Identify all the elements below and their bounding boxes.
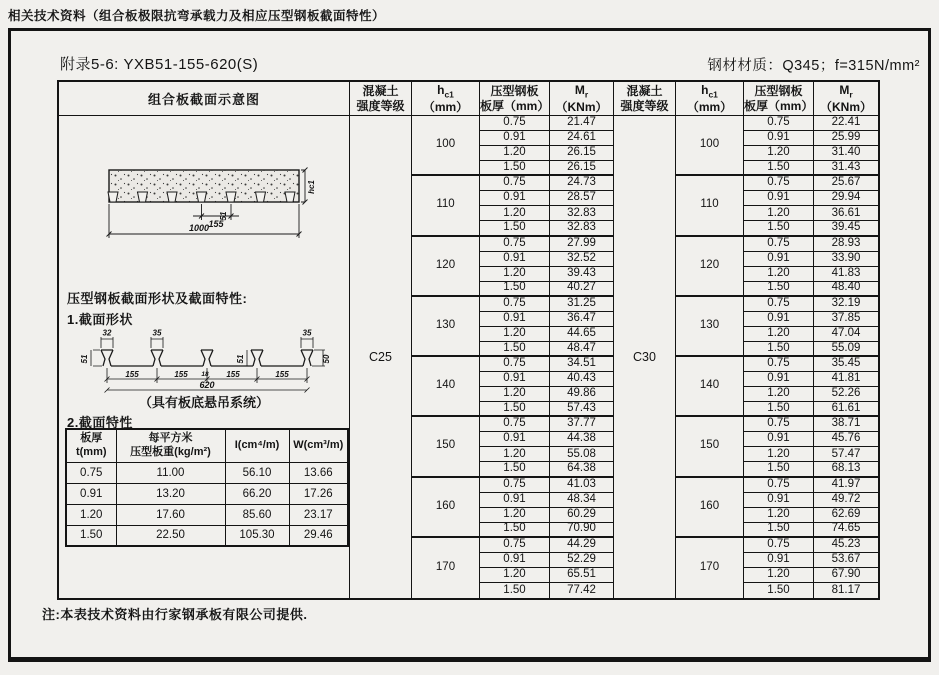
- hc1-cell: 160: [676, 478, 744, 538]
- hc1-cell: 130: [676, 297, 744, 357]
- svg-text:18: 18: [201, 371, 209, 378]
- mr-cell: 32.83: [550, 206, 614, 221]
- hc1-cell: 110: [676, 176, 744, 236]
- thickness-cell: 1.50: [744, 583, 814, 598]
- thickness-cell: 0.91: [744, 493, 814, 508]
- mr-cell: 22.41: [814, 116, 878, 131]
- thickness-cell: 0.75: [744, 176, 814, 191]
- props-header-cell: W(cm³/m): [289, 429, 348, 462]
- thickness-cell: 1.50: [480, 402, 550, 417]
- thickness-cell: 1.20: [480, 508, 550, 523]
- section-diagram-panel: [59, 82, 350, 598]
- mr-cell: 60.29: [550, 508, 614, 523]
- thickness-cell: 1.50: [480, 161, 550, 176]
- thickness-cell: 0.75: [480, 417, 550, 432]
- header-concrete-grade: 混凝土 强度等级: [614, 82, 676, 116]
- header-sheet-thickness: 压型钢板 板厚（mm）: [744, 82, 814, 116]
- mr-cell: 35.45: [814, 357, 878, 372]
- thickness-cell: 1.20: [480, 267, 550, 282]
- props-value-cell: 105.30: [225, 525, 289, 546]
- mr-cell: 41.03: [550, 478, 614, 493]
- hc1-cell: 150: [412, 417, 480, 477]
- profile-item-1: 1.截面形状: [67, 312, 133, 327]
- svg-text:51: 51: [236, 354, 245, 364]
- props-header-cell: 每平方米 压型板重(kg/m²): [116, 429, 225, 462]
- thickness-cell: 1.20: [480, 206, 550, 221]
- mr-cell: 37.77: [550, 417, 614, 432]
- hc1-cell: 170: [412, 538, 480, 598]
- hc1-cell: 120: [676, 237, 744, 297]
- thickness-cell: 1.20: [744, 447, 814, 462]
- mr-cell: 44.38: [550, 432, 614, 447]
- mr-cell: 45.23: [814, 538, 878, 553]
- mr-cell: 39.43: [550, 267, 614, 282]
- mr-cell: 62.69: [814, 508, 878, 523]
- mr-cell: 55.08: [550, 447, 614, 462]
- mr-cell: 67.90: [814, 568, 878, 583]
- svg-text:620: 620: [199, 380, 215, 390]
- mr-cell: 26.15: [550, 146, 614, 161]
- props-header-cell: I(cm⁴/m): [225, 429, 289, 462]
- mr-cell: 77.42: [550, 583, 614, 598]
- props-value-cell: 13.66: [289, 462, 348, 483]
- steel-material-spec: 钢材材质：Q345；f=315N/mm²: [707, 58, 920, 74]
- header-concrete-grade: 混凝土 强度等级: [350, 82, 412, 116]
- thickness-cell: 1.50: [744, 282, 814, 297]
- profile-section-title: 压型钢板截面形状及截面特性:: [67, 291, 248, 306]
- mr-cell: 52.29: [550, 553, 614, 568]
- thickness-cell: 1.50: [480, 342, 550, 357]
- props-value-cell: 29.46: [289, 525, 348, 546]
- mr-cell: 33.90: [814, 252, 878, 267]
- hc1-cell: 130: [412, 297, 480, 357]
- mr-cell: 61.61: [814, 402, 878, 417]
- thickness-cell: 1.20: [744, 206, 814, 221]
- thickness-cell: 0.91: [480, 312, 550, 327]
- thickness-cell: 0.75: [744, 417, 814, 432]
- profile-item-2: 2.截面特性: [67, 415, 133, 430]
- thickness-cell: 0.91: [480, 252, 550, 267]
- section-properties-table: [65, 428, 349, 547]
- mr-cell: 40.27: [550, 282, 614, 297]
- thickness-cell: 1.50: [744, 342, 814, 357]
- svg-text:35: 35: [302, 328, 312, 338]
- thickness-cell: 0.91: [744, 131, 814, 146]
- mr-cell: 25.67: [814, 176, 878, 191]
- mr-cell: 24.61: [550, 131, 614, 146]
- thickness-cell: 0.91: [480, 553, 550, 568]
- header-mr: $M_r$ （KNm）: [814, 82, 878, 116]
- mr-cell: 41.81: [814, 372, 878, 387]
- mr-cell: 24.73: [550, 176, 614, 191]
- mr-cell: 38.71: [814, 417, 878, 432]
- footnote: 注:本表技术资料由行家钢承板有限公司提供.: [42, 607, 308, 622]
- props-header-cell: 板厚 t(mm): [66, 429, 116, 462]
- thickness-cell: 1.20: [480, 447, 550, 462]
- mr-cell: 28.57: [550, 191, 614, 206]
- mr-cell: 26.15: [550, 161, 614, 176]
- thickness-cell: 1.50: [744, 523, 814, 538]
- thickness-cell: 0.91: [744, 372, 814, 387]
- hc1-cell: 170: [676, 538, 744, 598]
- thickness-cell: 0.91: [480, 493, 550, 508]
- thickness-cell: 0.91: [744, 252, 814, 267]
- props-value-cell: 1.50: [66, 525, 116, 546]
- mr-cell: 31.25: [550, 297, 614, 312]
- props-value-cell: 56.10: [225, 462, 289, 483]
- props-value-cell: 1.20: [66, 504, 116, 525]
- concrete-grade-cell: C30: [614, 116, 676, 598]
- mr-cell: 48.34: [550, 493, 614, 508]
- mr-cell: 40.43: [550, 372, 614, 387]
- mr-cell: 49.86: [550, 387, 614, 402]
- thickness-cell: 1.50: [744, 221, 814, 236]
- thickness-cell: 0.75: [480, 116, 550, 131]
- main-table: [57, 80, 880, 600]
- svg-text:32: 32: [102, 328, 112, 338]
- mr-cell: 68.13: [814, 462, 878, 477]
- thickness-cell: 1.20: [744, 146, 814, 161]
- mr-cell: 37.85: [814, 312, 878, 327]
- hc1-cell: 140: [676, 357, 744, 417]
- svg-text:1000: 1000: [188, 223, 210, 233]
- mr-cell: 52.26: [814, 387, 878, 402]
- props-value-cell: 0.91: [66, 483, 116, 504]
- thickness-cell: 1.20: [744, 568, 814, 583]
- hc1-cell: 100: [676, 116, 744, 176]
- thickness-cell: 0.75: [480, 357, 550, 372]
- mr-cell: 57.43: [550, 402, 614, 417]
- mr-cell: 36.61: [814, 206, 878, 221]
- thickness-cell: 0.75: [744, 297, 814, 312]
- props-value-cell: 17.26: [289, 483, 348, 504]
- header-hc1: $h_{c1}$ （mm）: [412, 82, 480, 116]
- svg-text:155: 155: [226, 370, 240, 379]
- thickness-cell: 1.50: [480, 221, 550, 236]
- thickness-cell: 1.20: [480, 387, 550, 402]
- mr-cell: 29.94: [814, 191, 878, 206]
- thickness-cell: 1.50: [480, 282, 550, 297]
- hc1-cell: 110: [412, 176, 480, 236]
- thickness-cell: 0.91: [480, 432, 550, 447]
- mr-cell: 25.99: [814, 131, 878, 146]
- mr-cell: 28.93: [814, 237, 878, 252]
- mr-cell: 31.43: [814, 161, 878, 176]
- hc1-cell: 140: [412, 357, 480, 417]
- mr-cell: 44.29: [550, 538, 614, 553]
- props-value-cell: 22.50: [116, 525, 225, 546]
- mr-cell: 53.67: [814, 553, 878, 568]
- svg-text:51: 51: [219, 211, 228, 221]
- mr-cell: 21.47: [550, 116, 614, 131]
- mr-cell: 49.72: [814, 493, 878, 508]
- thickness-cell: 0.91: [480, 372, 550, 387]
- props-value-cell: 23.17: [289, 504, 348, 525]
- header-sheet-thickness: 压型钢板 板厚（mm）: [480, 82, 550, 116]
- thickness-cell: 1.20: [744, 327, 814, 342]
- mr-cell: 70.90: [550, 523, 614, 538]
- mr-cell: 27.99: [550, 237, 614, 252]
- thickness-cell: 0.75: [744, 237, 814, 252]
- left-panel-header: 组合板截面示意图: [59, 82, 349, 116]
- mr-cell: 48.40: [814, 282, 878, 297]
- profile-caption: （具有板底悬吊系统）: [138, 395, 269, 410]
- thickness-cell: 1.50: [744, 402, 814, 417]
- thickness-cell: 0.91: [480, 131, 550, 146]
- mr-cell: 32.83: [550, 221, 614, 236]
- mr-cell: 41.97: [814, 478, 878, 493]
- appendix-title: 附录5-6: YXB51-155-620(S): [60, 56, 259, 73]
- props-value-cell: 85.60: [225, 504, 289, 525]
- hc1-cell: 100: [412, 116, 480, 176]
- thickness-cell: 0.91: [744, 312, 814, 327]
- mr-cell: 48.47: [550, 342, 614, 357]
- thickness-cell: 0.91: [744, 191, 814, 206]
- svg-text:hc1: hc1: [307, 180, 316, 194]
- hc1-cell: 120: [412, 237, 480, 297]
- left-panel-body: [59, 116, 349, 598]
- thickness-cell: 0.75: [744, 357, 814, 372]
- header-hc1: $h_{c1}$ （mm）: [676, 82, 744, 116]
- mr-cell: 45.76: [814, 432, 878, 447]
- mr-cell: 34.51: [550, 357, 614, 372]
- thickness-cell: 1.50: [744, 161, 814, 176]
- mr-cell: 55.09: [814, 342, 878, 357]
- document-frame: [8, 28, 931, 662]
- svg-text:50: 50: [322, 354, 331, 364]
- props-value-cell: 13.20: [116, 483, 225, 504]
- page-title: 相关技术资料（组合板极限抗弯承载力及相应压型钢板截面特性）: [8, 9, 386, 23]
- mr-cell: 41.83: [814, 267, 878, 282]
- thickness-cell: 1.20: [744, 508, 814, 523]
- svg-text:155: 155: [208, 219, 224, 229]
- profile-shape-diagram: [77, 326, 337, 396]
- mr-cell: 74.65: [814, 523, 878, 538]
- svg-text:155: 155: [174, 370, 188, 379]
- slab-section-diagram: [87, 164, 327, 264]
- header-mr: $M_r$ （KNm）: [550, 82, 614, 116]
- concrete-grade-cell: C25: [350, 116, 412, 598]
- thickness-cell: 1.50: [480, 462, 550, 477]
- thickness-cell: 1.20: [744, 267, 814, 282]
- props-value-cell: 17.60: [116, 504, 225, 525]
- mr-cell: 36.47: [550, 312, 614, 327]
- thickness-cell: 1.20: [480, 568, 550, 583]
- mr-cell: 39.45: [814, 221, 878, 236]
- thickness-cell: 0.75: [744, 116, 814, 131]
- props-value-cell: 11.00: [116, 462, 225, 483]
- thickness-cell: 0.75: [744, 478, 814, 493]
- mr-cell: 47.04: [814, 327, 878, 342]
- svg-text:155: 155: [275, 370, 289, 379]
- thickness-cell: 0.91: [744, 432, 814, 447]
- props-value-cell: 0.75: [66, 462, 116, 483]
- thickness-cell: 0.75: [480, 237, 550, 252]
- mr-cell: 64.38: [550, 462, 614, 477]
- data-table-c25: [350, 82, 614, 598]
- mr-cell: 57.47: [814, 447, 878, 462]
- thickness-cell: 0.91: [480, 191, 550, 206]
- svg-text:155: 155: [125, 370, 139, 379]
- props-value-cell: 66.20: [225, 483, 289, 504]
- thickness-cell: 0.91: [744, 553, 814, 568]
- thickness-cell: 1.50: [480, 523, 550, 538]
- hc1-cell: 160: [412, 478, 480, 538]
- thickness-cell: 0.75: [480, 176, 550, 191]
- thickness-cell: 1.20: [480, 146, 550, 161]
- hc1-cell: 150: [676, 417, 744, 477]
- svg-text:35: 35: [152, 328, 162, 338]
- thickness-cell: 1.50: [480, 583, 550, 598]
- thickness-cell: 0.75: [480, 297, 550, 312]
- thickness-cell: 0.75: [480, 538, 550, 553]
- data-table-c30: [614, 82, 878, 598]
- thickness-cell: 1.50: [744, 462, 814, 477]
- thickness-cell: 1.20: [744, 387, 814, 402]
- mr-cell: 65.51: [550, 568, 614, 583]
- svg-text:51: 51: [80, 354, 89, 364]
- thickness-cell: 1.20: [480, 327, 550, 342]
- thickness-cell: 0.75: [480, 478, 550, 493]
- mr-cell: 32.19: [814, 297, 878, 312]
- mr-cell: 32.52: [550, 252, 614, 267]
- mr-cell: 31.40: [814, 146, 878, 161]
- mr-cell: 81.17: [831, 583, 861, 596]
- thickness-cell: 0.75: [744, 538, 814, 553]
- mr-cell: 44.65: [550, 327, 614, 342]
